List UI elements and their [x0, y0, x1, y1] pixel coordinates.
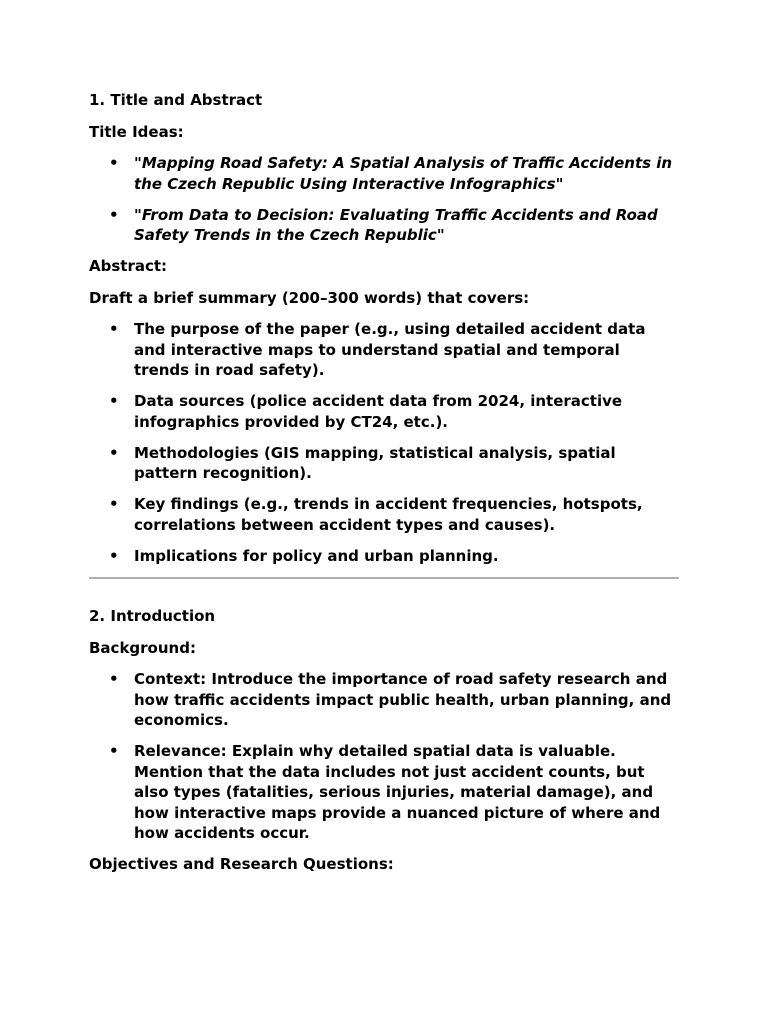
objectives-label: Objectives and Research Questions: — [89, 855, 394, 873]
list-item — [89, 741, 679, 844]
abstract-points-list — [89, 319, 679, 566]
bullet-icon: • — [109, 205, 119, 224]
list-item — [89, 669, 679, 731]
bullet-icon: • — [109, 546, 119, 565]
list-item — [89, 391, 679, 432]
bullet-icon: • — [109, 443, 119, 462]
list-item: • "From Data to Decision: Evaluating Traffic Accidents and Road Safety Trends in the Czech Republic" — [109, 205, 658, 244]
bullet-icon: • — [109, 320, 119, 338]
list-item-text: Data sources (police accident data from 2024, interactive infographics provided by CT24, etc.). — [134, 392, 623, 431]
bullet-icon: • — [109, 670, 119, 688]
list-item — [89, 546, 679, 567]
list-item: • "Mapping Road Safety: A Spatial Analysis of Traffic Accidents in the Czech Republic Using Interactive Infographics" — [109, 154, 673, 193]
bullet-icon: • — [109, 495, 119, 513]
abstract-intro: Draft a brief summary (200–300 words) that covers: — [89, 288, 530, 307]
background-label: Background: — [89, 638, 196, 657]
section-heading: 1. Title and Abstract — [89, 91, 263, 109]
section-divider — [89, 577, 679, 579]
list-item — [89, 494, 679, 535]
list-item-text: Key findings (e.g., trends in accident frequencies, hotspots, correlations between accident types and causes). — [134, 495, 643, 534]
background-points-list — [89, 669, 679, 844]
title-ideas-list — [89, 153, 679, 246]
list-item-text: Context: Introduce the importance of road safety research and how traffic accidents impact public health, urban planning, and economics. — [134, 670, 672, 729]
list-item-text: Methodologies (GIS mapping, statistical analysis, spatial pattern recognition). — [134, 443, 616, 482]
list-item — [89, 319, 679, 381]
abstract-label: Abstract: — [89, 257, 168, 275]
section-heading: 2. Introduction — [89, 607, 216, 625]
list-item-text: Implications for policy and urban planning. — [134, 546, 499, 565]
document-page — [89, 90, 679, 886]
bullet-icon: • — [109, 392, 119, 410]
title-idea-text: Mapping Road Safety: A Spatial Analysis of Traffic Accidents in the Czech Republic Using Interactive Infographics — [134, 154, 673, 193]
list-item-text: The purpose of the paper (e.g., using detailed accident data and interactive maps to understand spatial and temporal trends in road safety). — [134, 320, 646, 379]
list-item-text: Relevance: Explain why detailed spatial data is valuable. Mention that the data includes not just accident counts, but also types (fatalities, serious injuries, material damage), and how interactive maps provide a nuanced picture of where and how accidents occur. — [134, 742, 661, 842]
bullet-icon: • — [109, 742, 119, 760]
title-idea-text: From Data to Decision: Evaluating Traffic Accidents and Road Safety Trends in the Czech Republic — [134, 205, 658, 244]
list-item — [89, 443, 679, 484]
bullet-icon: • — [109, 154, 119, 172]
title-ideas-label: Title Ideas: — [89, 122, 184, 141]
